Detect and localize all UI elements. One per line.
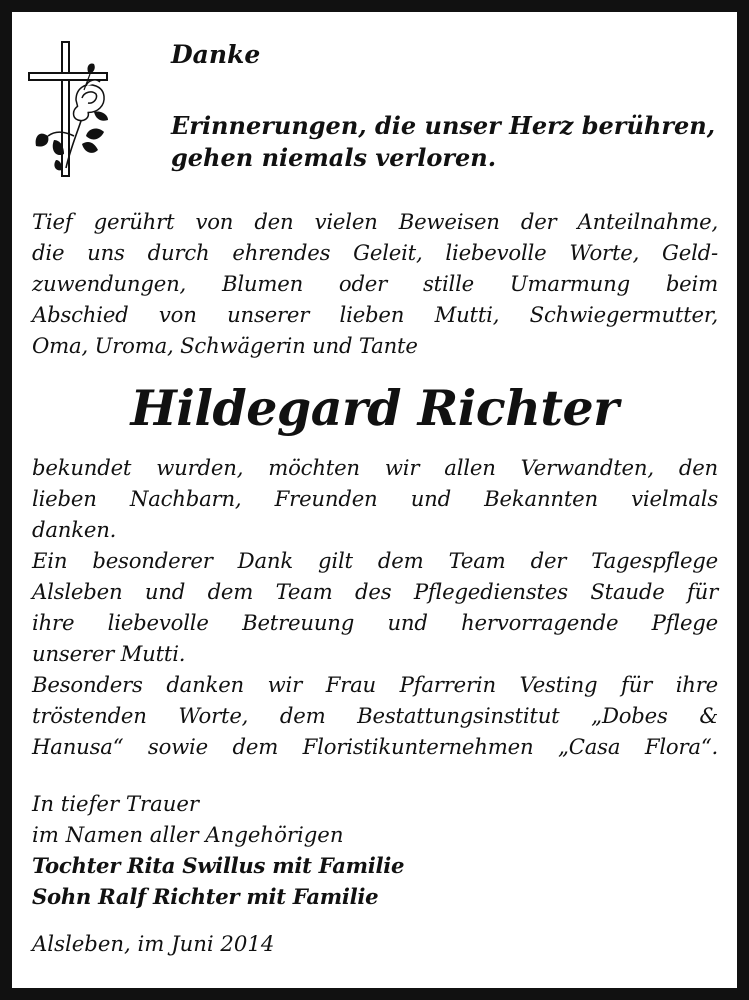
body-line: unserer Mutti. (32, 641, 186, 666)
intro-line: Oma, Uroma, Schwägerin und Tante (32, 333, 418, 358)
body-line: ihre liebevolle Betreuung und hervorragende Pflege (32, 610, 718, 635)
deceased-name: Hildegard Richter (130, 379, 619, 437)
signatory: Sohn Ralf Richter mit Familie (32, 884, 379, 909)
body-line: bekundet wurden, möchten wir allen Verwandten, den (32, 455, 718, 480)
body-line: Besonders danken wir Frau Pfarrerin Vesting für ihre (32, 672, 718, 697)
body-line: lieben Nachbarn, Freunden und Bekannten vielmals (32, 486, 718, 511)
cross-with-rose-icon (26, 40, 114, 180)
quote-line: gehen niemals verloren. (171, 143, 497, 172)
intro-line: Tief gerührt von den vielen Beweisen der Anteilnahme, (32, 209, 718, 234)
body-line: Hanusa“ sowie dem Floristikunternehmen „Casa Flora“. (32, 734, 718, 759)
closing-line: im Namen aller Angehörigen (32, 822, 344, 847)
quote-line: Erinnerungen, die unser Herz berühren, (171, 111, 716, 140)
signatory: Tochter Rita Swillus mit Familie (32, 853, 405, 878)
closing-block (32, 788, 404, 912)
notice-title: Danke (171, 40, 261, 69)
body-line: danken. (32, 517, 117, 542)
body-line: tröstenden Worte, dem Bestattungsinstitut „Dobes & (32, 703, 718, 728)
body-paragraph (32, 452, 718, 762)
place-date: Alsleben, im Juni 2014 (32, 931, 275, 956)
closing-line: In tiefer Trauer (32, 791, 200, 816)
body-line: Alsleben und dem Team des Pflegedienstes Staude für (32, 579, 718, 604)
intro-line: zuwendungen, Blumen oder stille Umarmung beim (32, 271, 718, 296)
intro-paragraph (32, 206, 718, 361)
memorial-quote (171, 110, 715, 174)
body-line: Ein besonderer Dank gilt dem Team der Tagespflege (32, 548, 718, 573)
intro-line: die uns durch ehrendes Geleit, liebevolle Worte, Geld- (32, 240, 718, 265)
intro-line: Abschied von unserer lieben Mutti, Schwiegermutter, (32, 302, 718, 327)
